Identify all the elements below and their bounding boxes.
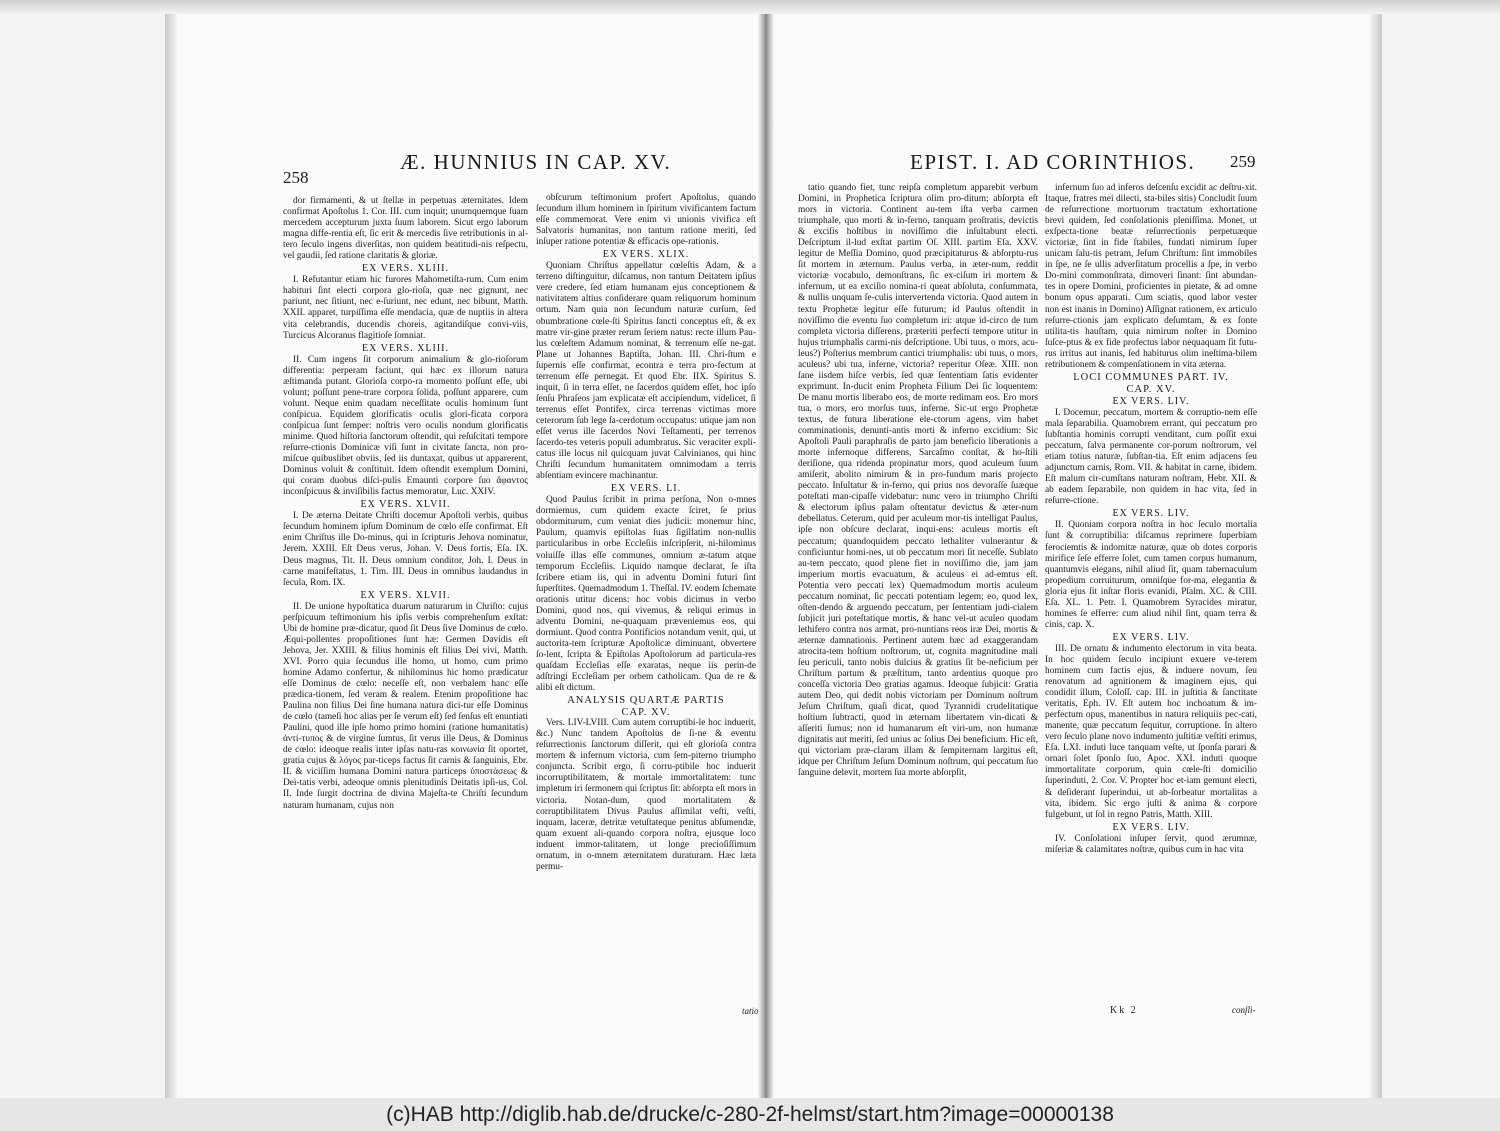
text-paragraph: II. Cum ingens ſit corporum animalium & glo-rioſorum differentia: perperam faciunt, qui hæc ex illorum natura æſtimanda putant. Glorioſa corpo-ra momento poſſunt eſſe, ubi volunt; poſſunt pene-trare corpora ſolida, poſſunt apparere, cum volunt. Neque enim quadam neceſſitate oculis hominum ſunt conſpicua. Equidem glorificatis oculis glori-ficata corpora conſpicua ſunt ſemper: noſtris vero oculis nondum glorificatis minime. Quod hiſtoria ſanctorum oſtendit, qui reſuſcitati tempore reſurre-ctionis Dominicæ viſi ſunt in civitate ſancta, non pro-miſcue quibuslibet obviis, ſed iis duntaxat, quibus ut apparerent, Dominus voluit & conſtituit. Idem oſtendit exemplum Domini, qui coram duobus diſci-pulis Emaunti corpore ſuo ἄφαντος inconſpicuus & inviſibilis factus memoratur, Luc. XXIV.	[283, 354, 528, 498]
signature-mark: Kk 2	[1110, 1005, 1138, 1016]
right-column-2	[1045, 183, 1257, 1005]
section-heading: EX VERS. LIV.	[1112, 631, 1190, 643]
left-page-number: 258	[283, 168, 309, 187]
section-heading: ANALYSIS QUARTÆ PARTIS	[567, 695, 725, 707]
left-column-1	[283, 196, 528, 1008]
right-catchword: conſli-	[1232, 1005, 1256, 1015]
section-heading: EX VERS. XLVII.	[360, 499, 451, 511]
section-heading: EX VERS. XLIX.	[602, 249, 690, 261]
left-running-head: Æ. HUNNIUS IN CAP. XV.	[400, 150, 672, 174]
section-heading: EX VERS. XLVII.	[360, 589, 451, 601]
section-heading: EX VERS. LI.	[610, 483, 682, 495]
text-paragraph: dor firmamenti, & ut ſtellæ in perpetuas æternitates. Idem confirmat Apoſtolus 1. Cor. III. cum inquit; unumquemque ſuam mercedem accepturum juxta ſuum laborem. Sicut ergo laborum magna diffe-rentia eſt, ſic erit & mercedis ſive retributionis in al-tero ſeculo ingens diverſitas, non quidem beatitudi-nis reſpectu, vel gaudii, ſed ratione claritatis & gloriæ.	[283, 196, 528, 262]
section-heading: EX VERS. XLIII.	[361, 263, 450, 275]
text-paragraph: I. Refutantur etiam hic furores Mahometiſta-rum. Cum enim habituri ſint electi corpora glo-rioſa, quæ nec gignunt, nec pariunt, nec ſitiunt, nec e-ſuriunt, nec edunt, nec bibunt, Matth. XXII. apparet, turpiſſima eſſe mendacia, quæ de nuptiis in altera vita celebrandis, ducendis choreis, agitandiſque convi-viis, Turcicus Alcoranus flagitioſe ſomniat.	[283, 275, 528, 341]
book-gutter	[758, 0, 774, 1098]
right-running-head: EPIST. I. AD CORINTHIOS.	[910, 150, 1196, 174]
left-catchword: tatio	[742, 1006, 759, 1016]
section-heading: EX VERS. XLIII.	[361, 342, 450, 354]
section-heading: EX VERS. LIV.	[1112, 821, 1190, 833]
right-page-number: 259	[1230, 152, 1256, 171]
text-paragraph: IV. Conſolationi inſuper ſervit, quod ærumnæ, miſeriæ & calamitates noſtræ, quibus cum in hac vita	[1045, 833, 1257, 855]
section-heading: EX VERS. LIV.	[1112, 508, 1190, 520]
left-column-2	[536, 193, 756, 1008]
text-paragraph: II. Quoniam corpora noſtra in hoc ſeculo mortalia ſunt & corruptibilia: diſcamus reprimere ſuperbiam ferociemtis & indomitæ naturæ, quæ ob dotes corporis mirifice ſeſe efferre ſolet, cum tamen corpus humanum, quantumvis elegans, nihil aliud ſit, quam tabernaculum propedium corruiturum, omniſque for-ma, elegantia & gloria ejus ſit inſtar floris evanidi, Pſalm. XC. & CIII. Eſa. XL. 1. Petr. I. Quamobrem Syracides miratur, homines ſe efferre: cum aliud nihil ſint, quam terra & cinis, cap. X.	[1045, 520, 1257, 630]
text-paragraph: Quod Paulus ſcribit in prima perſona, Non o-mnes dormiemus, cum quidem exacte ſciret, ſe prius obdormiturum, cum veniat dies judicii: monemur hinc, Paulum, quamvis epiſtolas ſuas ſigillatim non-nullis particularibus in orbe Eccleſiis inſcripſerit, ni-hilominus voluiſſe illas eſſe communes, omnium æ-tatum atque temporum Eccleſiis. Liquido namque declarat, ſe iſta ſcribere etiam iis, qui in adventu Domini futuri ſint ſuperſtites. Quemadmodum 1. Theſſal. IV. eodem ſchemate orationis utitur dicens: hoc vobis dicimus in verbo Domini, quod nos, qui vivemus, & reliqui erimus in adventu Domini, ne-quaquam præveniemus eos, qui dormiunt. Quod contra Pontificios notandum venit, qui, ut auctorita-tem ſcripturæ Apoſtolicæ diminuant, obvertere ſo-lent, ſcripta & Epiſtolas Apoſtolorum ad particula-res quaſdam Eccleſias eſſe exaratas, neque iis perin-de adſtringi Eccleſiam per orbem catholicam. Qua de re & alibi eſt dictum.	[536, 495, 756, 694]
text-paragraph: I. Docemur, peccatum, mortem & corruptio-nem eſſe mala ſeparabilia. Quamobrem errant, qui peccatum pro ſubſtantia hominis corrupti venditant, cum poſſit exui peccatum, ſalva permanente cor-porum noſtrorum, vel etiam totius naturæ, ſubſtan-tia. Eſt enim adjacens ſeu adjunctum carnis, Rom. VII. & habitat in carne, ibidem. Eſt malum cir-cumſtans naturam noſtram, Hebr. XII. & ab eadem ſeparabile, non quidem in hac vita, ſed in reſurre-ctione.	[1045, 407, 1257, 507]
copyright-footer	[0, 1098, 1500, 1131]
text-paragraph: obſcurum teſtimonium profert Apoſtolus, quando ſecundum illum hominem in ſpiritum vivificantem factum eſſe commemorat. Vere enim vi unionis vivifica eſt Salvatoris humanitas, non tantum ratione meriti, ſed inſuper ratione potentiæ & efficacis ope-rationis.	[536, 193, 756, 248]
right-column-1	[798, 183, 1038, 998]
section-heading: CAP. XV.	[621, 707, 671, 719]
text-paragraph: Quoniam Chriſtus appellatur cœleſtis Adam, & a terreno diſtinguitur, diſcamus, non tantum Deitatem ipſius vere credere, ſed etiam humanam ejus conceptionem & nativitatem altius conſiderare quam reliquorum hominum ortum. Nam quia non ſecundum naturæ curſum, ſed obumbratione cœle-ſti Spiritus ſancti conceptus eſt, & ex matre vir-gine præter rerum ſeriem natus: recte illum Pau-lus cœleſtem Adamum nominat, & terrenum eſſe ne-gat. Plane ut Johannes Baptiſta, Johan. III. Chri-ſtum e ſupernis eſſe confirmat, econtra e terra pro-fectum at terrenum eſſe pernegat. Et quod Ebr. IIX. Spiritus S. inquit, ſi in terra eſſet, ne ſacerdos quidem eſſet, hoc ipſo ſenſu Phraſeos jam explicatæ eſt accipiendum, videlicet, ſi terrenus eſſet Pontifex, circa terrenas victimas more ceterorum ſub lege ſa-cerdotum occupatus: utique jam non eſſet verus ille ſacerdos Novi Teſtamenti, per terrenos ſacerdo-tes veteris populi adumbratus. Sic veraciter expli-catus ille locus nil quicquam juvat Calvinianos, qui hinc Chriſti ſecundum humanitatem omnimodam a terris abſentiam evincere machinantur.	[536, 261, 756, 482]
text-paragraph: I. De æterna Deitate Chriſti docemur Apoſtoli verbis, quibus ſecundum hominem ipſum Dominum de cœlo eſſe confirmat. Eſt enim Chriſtus ille Do-minus, qui in ſcripturis Jehova nominatur, Jerem. XXIII. Eſt Deus verus, Johan. V. Deus fortis, Eſa. IX. Deus magnus, Tit. II. Deus omnium conditor, Joh. I. Deus in carne manifeſtatus, 1. Tim. III. Deus in omnibus laudandus in ſecula, Rom. IX.	[283, 511, 528, 588]
section-heading: CAP. XV.	[1126, 383, 1176, 395]
section-heading: EX VERS. LIV.	[1112, 395, 1190, 407]
text-paragraph: II. De unione hypoſtatica duarum naturarum in Chriſto: cujus perſpicuum teſtimonium his ipſis verbis comprehenſum exſtat: Ubi de homine præ-dicatur, quod ſit Deus ſive Dominus de cœlo. Æqui-pollentes propoſitiones ſunt hæ: Germen Davidis eſt Jehova, Jer. XXIII. & filius hominis eſt filius Dei vivi, Matth. XVI. Porro quia ſecundus ille homo, ut homo, cum primo homine Adamo confertur, & nihilominus hic homo prædicatur eſſe Dominus de cœlo: neceſſe eſt, non verbalem hanc eſſe prædica-tionem, ſed veram & realem. Etenim propoſitione hac Paulina non filius Dei ſine humana natura dici-tur eſſe Dominus de cœlo (tameſi hoc alias per ſe verum eſt) ſed ſenſus eſt enuntiati Paulini, quod ille ipſe homo primo homini (ratione humanitatis) ἀντί-τυπος & de virgine ſumtus, ſit verus ille Deus, & Dominus de cœlo: ideoque realis inter ipſas natu-ras κοινωνία ſit oportet, gratia cujus & λόγος par-ticeps factus ſit carnis & ſanguinis, Ebr. II. & viciſſim humana Domini natura particeps ὑποστάσεως & Dei-tatis verbi, adeoque omnis plenitudinis Deitatis ipſi-us, Col. II. Inde ſurgit doctrina de divina Majeſta-te Chriſti ſecundum naturam humanam, cujus non	[283, 601, 528, 811]
text-paragraph: infernum ſuo ad inferos deſcenſu excidit ac deſtru-xit. Itaque, fratres mei dilecti, sta-biles sitis) Concludit ſuum de reſurrectione mortuorum tractatum exhortatione brevi quidem, ſed conſolationis pleniſſima. Monet, ut exſpecta-tione beatæ reſurrectionis perpetuæque victoriæ, ſint in fide ſtabiles, fundati nimirum ſuper unicam ſalu-tis petram, Jeſum Chriſtum: ſint immobiles in ſpe, ne ſe ullis adverſitatum procellis a ſpe, in verbo Do-mini commonſtrata, dimoveri ſinant: ſint abundan-tes in opere Domini, proficientes in pietate, & ad omne bonum opus apparati. Cum sciatis, quod labor vester non est inanis in Domino) Aſſignat rationem, ex articulo reſurre-ctionis jam explicato deſumtam, & ex fonte utilita-tis hauſtam, quia nimirum noſter in Domino ſuſce-ptus & ex fide profectus labor nequaquam ſit futu-rus irritus aut inanis, ſed habiturus olim ineſtima-bilem retributionem & compenſationem in vita æterna.	[1045, 183, 1257, 370]
section-heading: LOCI COMMUNES PART. IV.	[1073, 371, 1229, 383]
footer-text: (c)HAB http://diglib.hab.de/drucke/c-280-2f-helmst/start.htm?image=00000138	[386, 1102, 1114, 1126]
text-paragraph: Vers. LIV-LVIII. Cum autem corruptibi-le hoc induerit, &c.) Nunc tandem Apoſtolus de ſi-ne & eventu reſurrectionis ſanctorum diſſerit, qui eſt glorioſa contra mortem & infernum victoria, cum ſem-piterno triumpho conjuncta. Scribit ergo, ſi corru-ptibile hoc induerit incorruptibilitatem, & mortale immortalitatem: tunc impletum iri ſermonem qui ſcriptus ſit: abſorpta eſt mors in victoria. Notan-dum, quod mortalitatem & corruptibilitatem Divus Paulus aſſimilat veſti, veſti, inquam, laceræ, detritæ vetuſtateque penitus abſumendæ, quam exuent ali-quando corpora noſtra, ejusque loco induent immor-talitatem, ut longe precioſiſſimum ornatum, in o-mnem æternitatem duraturam. Hæc læta permu-	[536, 718, 756, 872]
text-paragraph: tatio quando fiet, tunc reipſa completum apparebit verbum Domini, in Prophetica ſcriptura olim pro-ditum; abſorpta eſt mors in victoria. Continent au-tem iſta verba carmen triumphale, quo morti & in-ferno, tanquam proſtratis, devictis & exciſis hoſtibus in noviſſimo die inſultabunt electi. Deſcriptum il-lud exſtat partim Oſ. XIII. partim Eſa. XXV. legitur de Meſſia Domino, quod præcipitaturus & abſorptu-rus ſit mortem in æternum. Paulus verba, in æter-num, reddit victoriæ vocabulo, demonſtrans, ſic ex-ciſum iri mortem & infernum, ut ea exciſio nomina-ri queat abſoluta, conſummata, & nullis unquam ſe-culis intervertenda victoria. Quod autem in textu Prophetæ legitur eſſe futurum; id Paulus oſtendit in noviſſimo die eventu ſuo completum iri: atque id-circo de tum completa victoria diſſerens, præteriti perfecti tempore utitur in hujus triumphalis carmi-nis deſcriptione. Ubi tuus, o mors, acu-leus?) Poſterius membrum cantici triumphalis: ubi tuus, o mors, aculeus? ubi tua, inferne, victoria? reperitur Oſeæ. XIII. non ſane iisdem hiſce verbis, ſed quæ ſententiam ſatis evidenter exprimunt. In-ducit enim Propheta Filium Dei ſic loquentem: De manu mortis liberabo eos, de morte redimam eos. Ero mors tua, o mors, ero morſus tuus, inferne. Sic-ut ergo Prophetæ textus, de futura liberatione ele-ctorum agens, vim habet comminationis, denunti-antis morti & inferno excidium: Sic Apoſtoli Pauli paraphraſis de parto jam beneficio liberationis a morte infernoque differens, Sarcaſmo conſtat, & ho-ſtili deriſione, qua ridenda propinatur mors, quod aculeum ſuum amiſerit, abolito nimirum & in pro-fundum maris projecto peccato. Inſultatur & in-ferno, qui prius nos devoraſſe ſuæque poteſtati man-cipaſſe videbatur: nunc vero in triumpho Chriſti & electorum ipſius palam oſtentatur devictus & æter-num debellatus. Ceterum, quid per aculeum mor-tis intelligat Paulus, ipſe non obſcure declarat, inqui-ens: aculeus mortis eſt peccatum; quandoquidem peccato lethaliter vulnerantur & conficiuntur homi-nes, ut ob peccatum mori ſit neceſſe. Sublato au-tem peccato, quod plene fiet in noviſſimo die, jam jam imperium mortis evacuatum, & aculeus ei ad-emtus eſt. Potentia vero peccati lex) Quemadmodum mortis aculeum peccatum nominat, ſic peccati potentiam legem; eo, quod lex, oſten-dendo & arguendo peccatum, per ſententiam judi-cialem ſubjicit juri poteſtatique mortis, & hanc vel-ut aculeo quodam lethifero contra nos armat, pro-nuntians reos iræ Dei, mortis & æternæ damnationis. Pertinent autem hæc ad exaggerandam atrocita-tem hoſtium noſtrorum, ut, cognita magnitudine mali ſeu periculi, tanto nobis dulcius & gratius ſit be-neficium per Chriſtum partum & præſtitum, tanto ardentius quoque pro conceſſa victoria Deo gratias agamus. Ideoque ſubjicit: Gratia autem Deo, qui dedit nobis victoriam per Dominum noſtrum Jeſum Chriſtum, quaſi dicat, quod Tyrannidi crudelitatique hoſtium ſubtracti, quod in æternam libertatem vin-dicati & aſſeriti ſumus; non id humanarum eſt viri-um, non humanæ dignitatis aut meriti, ſed unius ac ſolius Dei beneficium. Hic eſt, qui victoriam præ-claram illam & ſempiternam largitus eſt, idque per Chriſtum Jeſum Dominum noſtrum, qui peccatum ſuo ſanguine delevit, mortem ſua morte abſorpſit,	[798, 183, 1038, 779]
text-paragraph: III. De ornatu & indumento electorum in vita beata. In hoc quidem ſeculo incipiunt exuere ve-terem hominem cum factis ejus, & induere novum, ſeu renovatum ad agnitionem & imaginem ejus, qui condidit illum, Coloſſ. cap. III. in juſtitia & ſanctitate veritatis, Eph. IV. Eſt autem hoc inchoatum & im-perfectum opus, manentibus in natura reliquiis pec-cati, manente, quæ peccatum ſequitur, corruptione. In altero vero ſeculo plane novo indumento juſtitiæ veſtiti erimus, Eſa. LXI. induti luce tanquam veſte, ut ſponſa parari & ornari ſolet ſponſo ſuo, Apoc. XXI. induti quoque immortalitate corporum, quin cœle-ſti domicilio ſuperinduti, 2. Cor. V. Propter hoc et-iam gemunt electi, & deſiderant ſuperindui, ut ab-ſorbeatur mortalitas a vita, ibidem. Sic ergo juſti & anima & corpore fulgebunt, ut ſol in regno Patris, Matth. XIII.	[1045, 643, 1257, 820]
